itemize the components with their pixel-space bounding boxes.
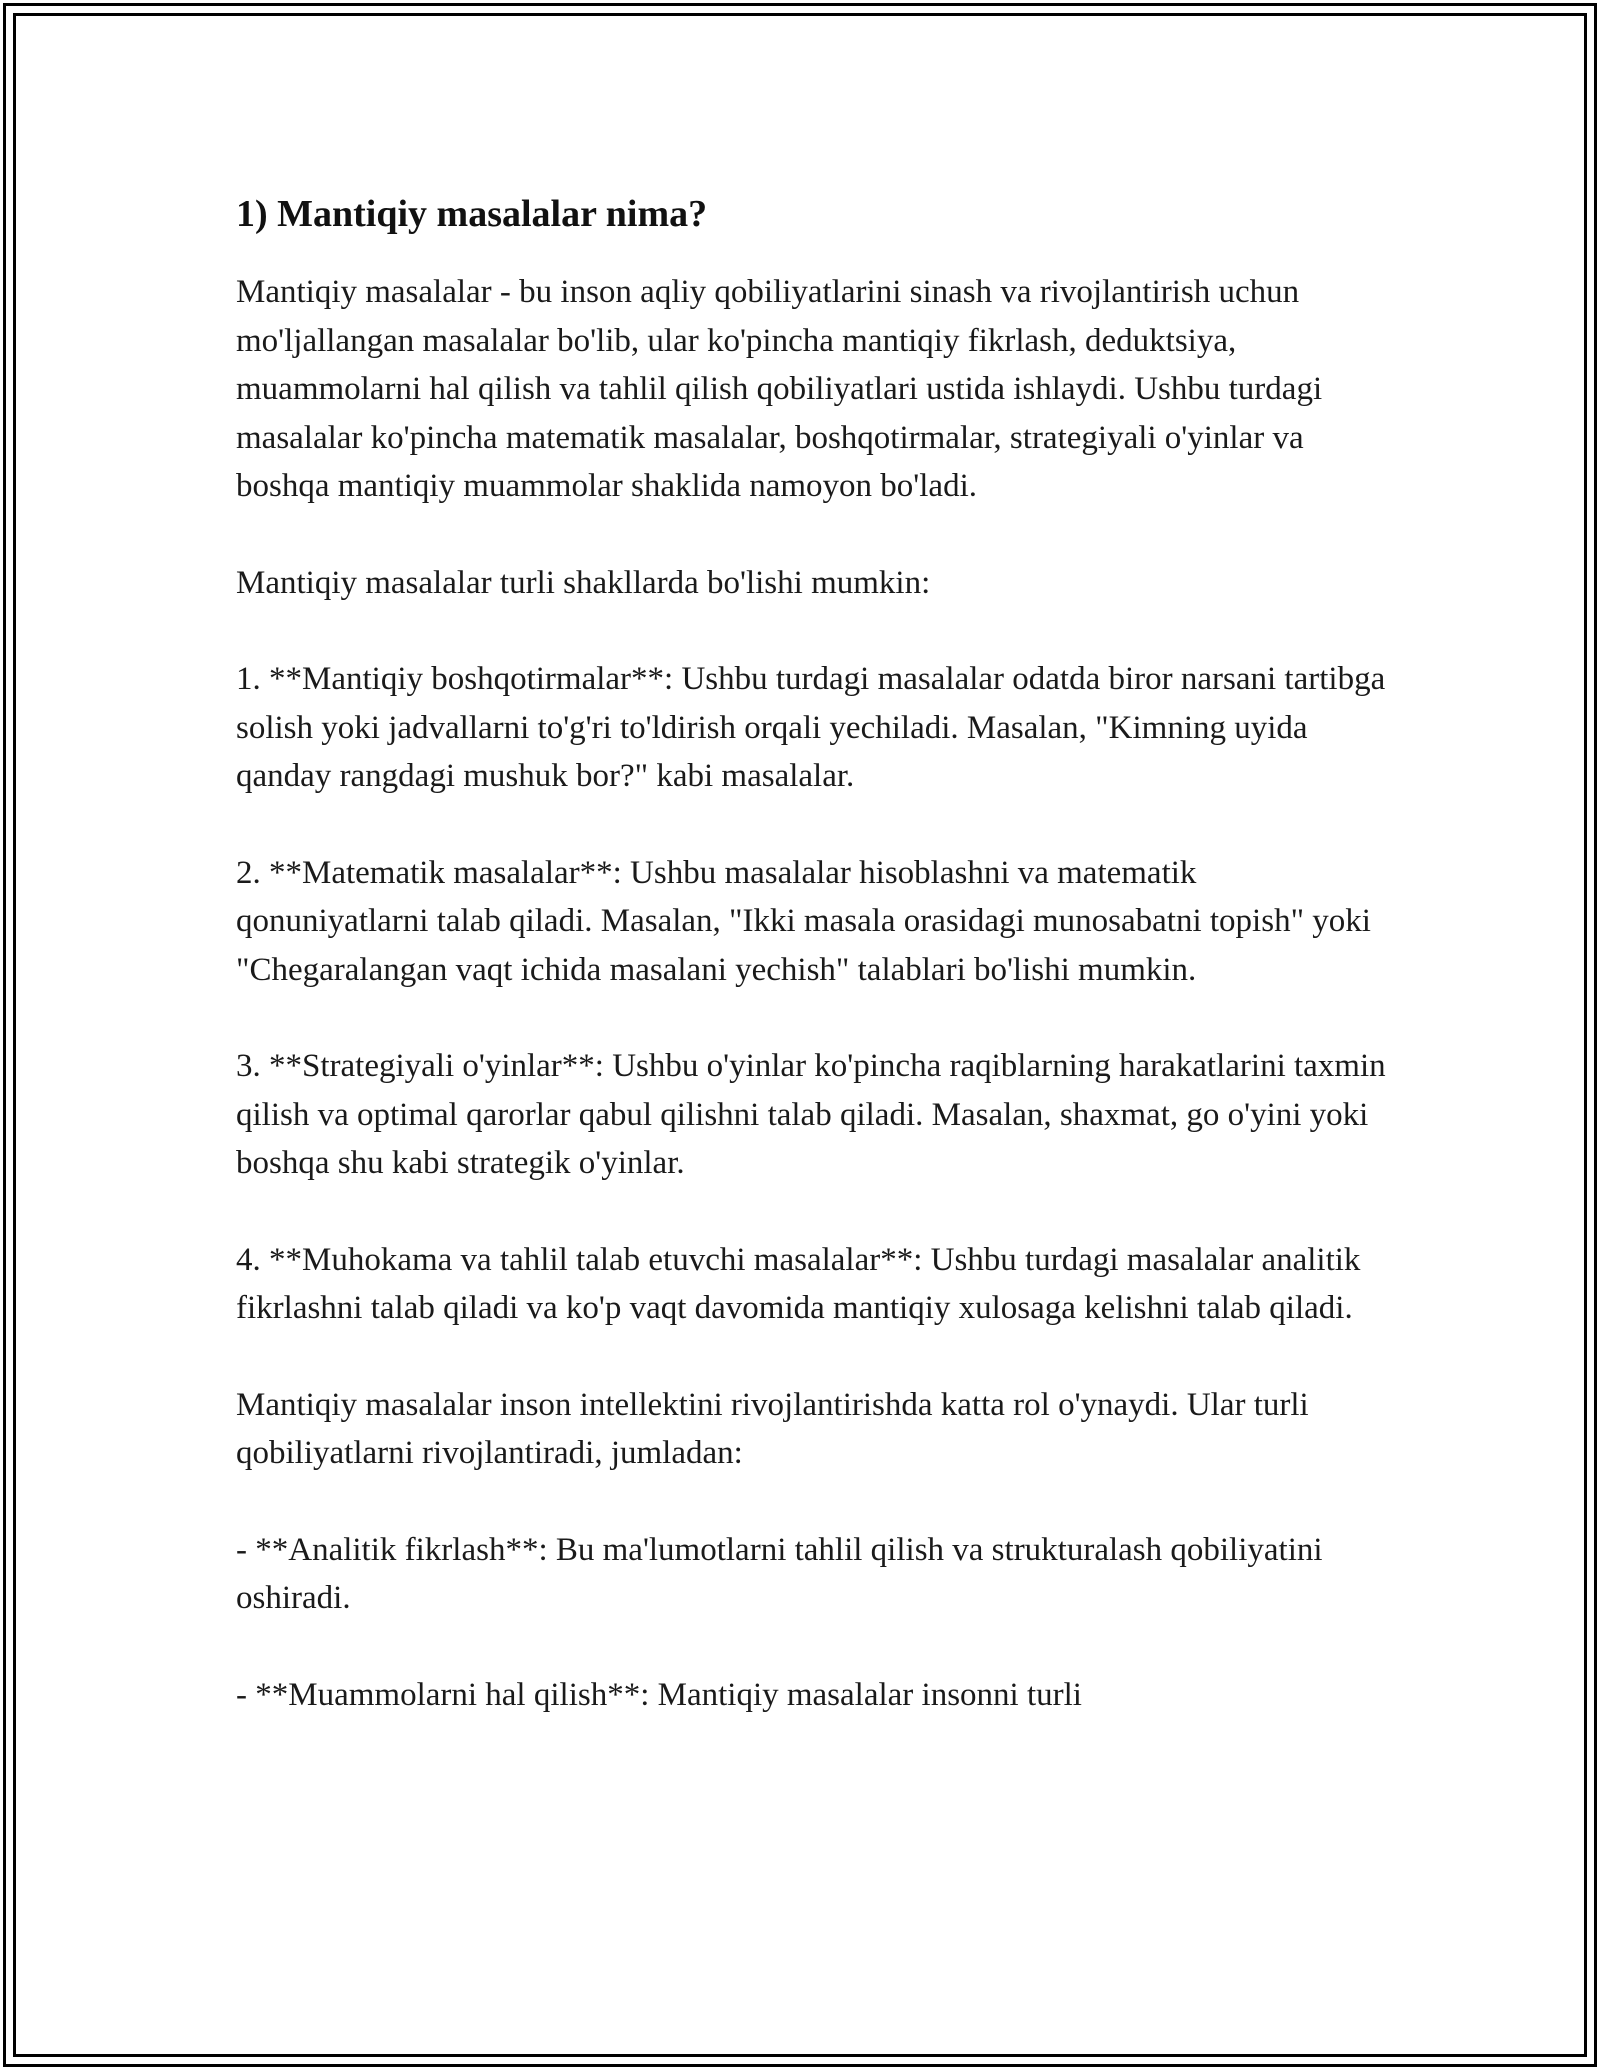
bullet-analytic-thinking: - **Analitik fikrlash**: Bu ma'lumotlarni tahlil qilish va strukturalash qobiliyatini oshiradi. bbox=[236, 1531, 1323, 1616]
section-heading: 1) Mantiqiy masalalar nima? bbox=[236, 193, 708, 235]
paragraph-forms-intro: Mantiqiy masalalar turli shakllarda bo'lishi mumkin: bbox=[236, 564, 931, 601]
paragraph-intellect-role: Mantiqiy masalalar inson intellektini rivojlantirishda katta rol o'ynaydi. Ular turli qobiliyatlarni rivojlantiradi, jumladan: bbox=[236, 1386, 1309, 1471]
document-body bbox=[236, 186, 1386, 1719]
list-item-strategy-games: 3. **Strategiyali o'yinlar**: Ushbu o'yinlar ko'pincha raqiblarning harakatlarini taxmin qilish va optimal qarorlar qabul qilishni talab qiladi. Masalan, shaxmat, go o'yini yoki boshqa shu kabi strategik o'yinlar. bbox=[236, 1048, 1386, 1181]
bullet-problem-solving: - **Muammolarni hal qilish**: Mantiqiy masalalar insonni turli bbox=[236, 1676, 1082, 1713]
paragraph-intro: Mantiqiy masalalar - bu inson aqliy qobiliyatlarini sinash va rivojlantirish uchun mo'ljallangan masalalar bo'lib, ular ko'pincha mantiqiy fikrlash, deduktsiya, muammolarni hal qilish va tahlil qilish qobiliyatlari ustida ishlaydi. Ushbu turdagi masalalar ko'pincha matematik masalalar, boshqotirmalar, strategiyali o'yinlar va boshqa mantiqiy muammolar shaklida namoyon bo'ladi. bbox=[236, 274, 1323, 504]
list-item-discussion-analysis: 4. **Muhokama va tahlil talab etuvchi masalalar**: Ushbu turdagi masalalar analitik fikrlashni talab qiladi va ko'p vaqt davomida mantiqiy xulosaga kelishni talab qiladi. bbox=[236, 1241, 1361, 1326]
list-item-math-problems: 2. **Matematik masalalar**: Ushbu masalalar hisoblashni va matematik qonuniyatlarni talab qiladi. Masalan, "Ikki masala orasidagi munosabatni topish" yoki "Chegaralangan vaqt ichida masalani yechish" talablari bo'lishi mumkin. bbox=[236, 854, 1371, 988]
list-item-logic-puzzles: 1. **Mantiqiy boshqotirmalar**: Ushbu turdagi masalalar odatda biror narsani tartibga solish yoki jadvallarni to'g'ri to'ldirish orqali yechiladi. Masalan, "Kimning uyida qanday rangdagi mushuk bor?" kabi masalalar. bbox=[236, 661, 1386, 794]
